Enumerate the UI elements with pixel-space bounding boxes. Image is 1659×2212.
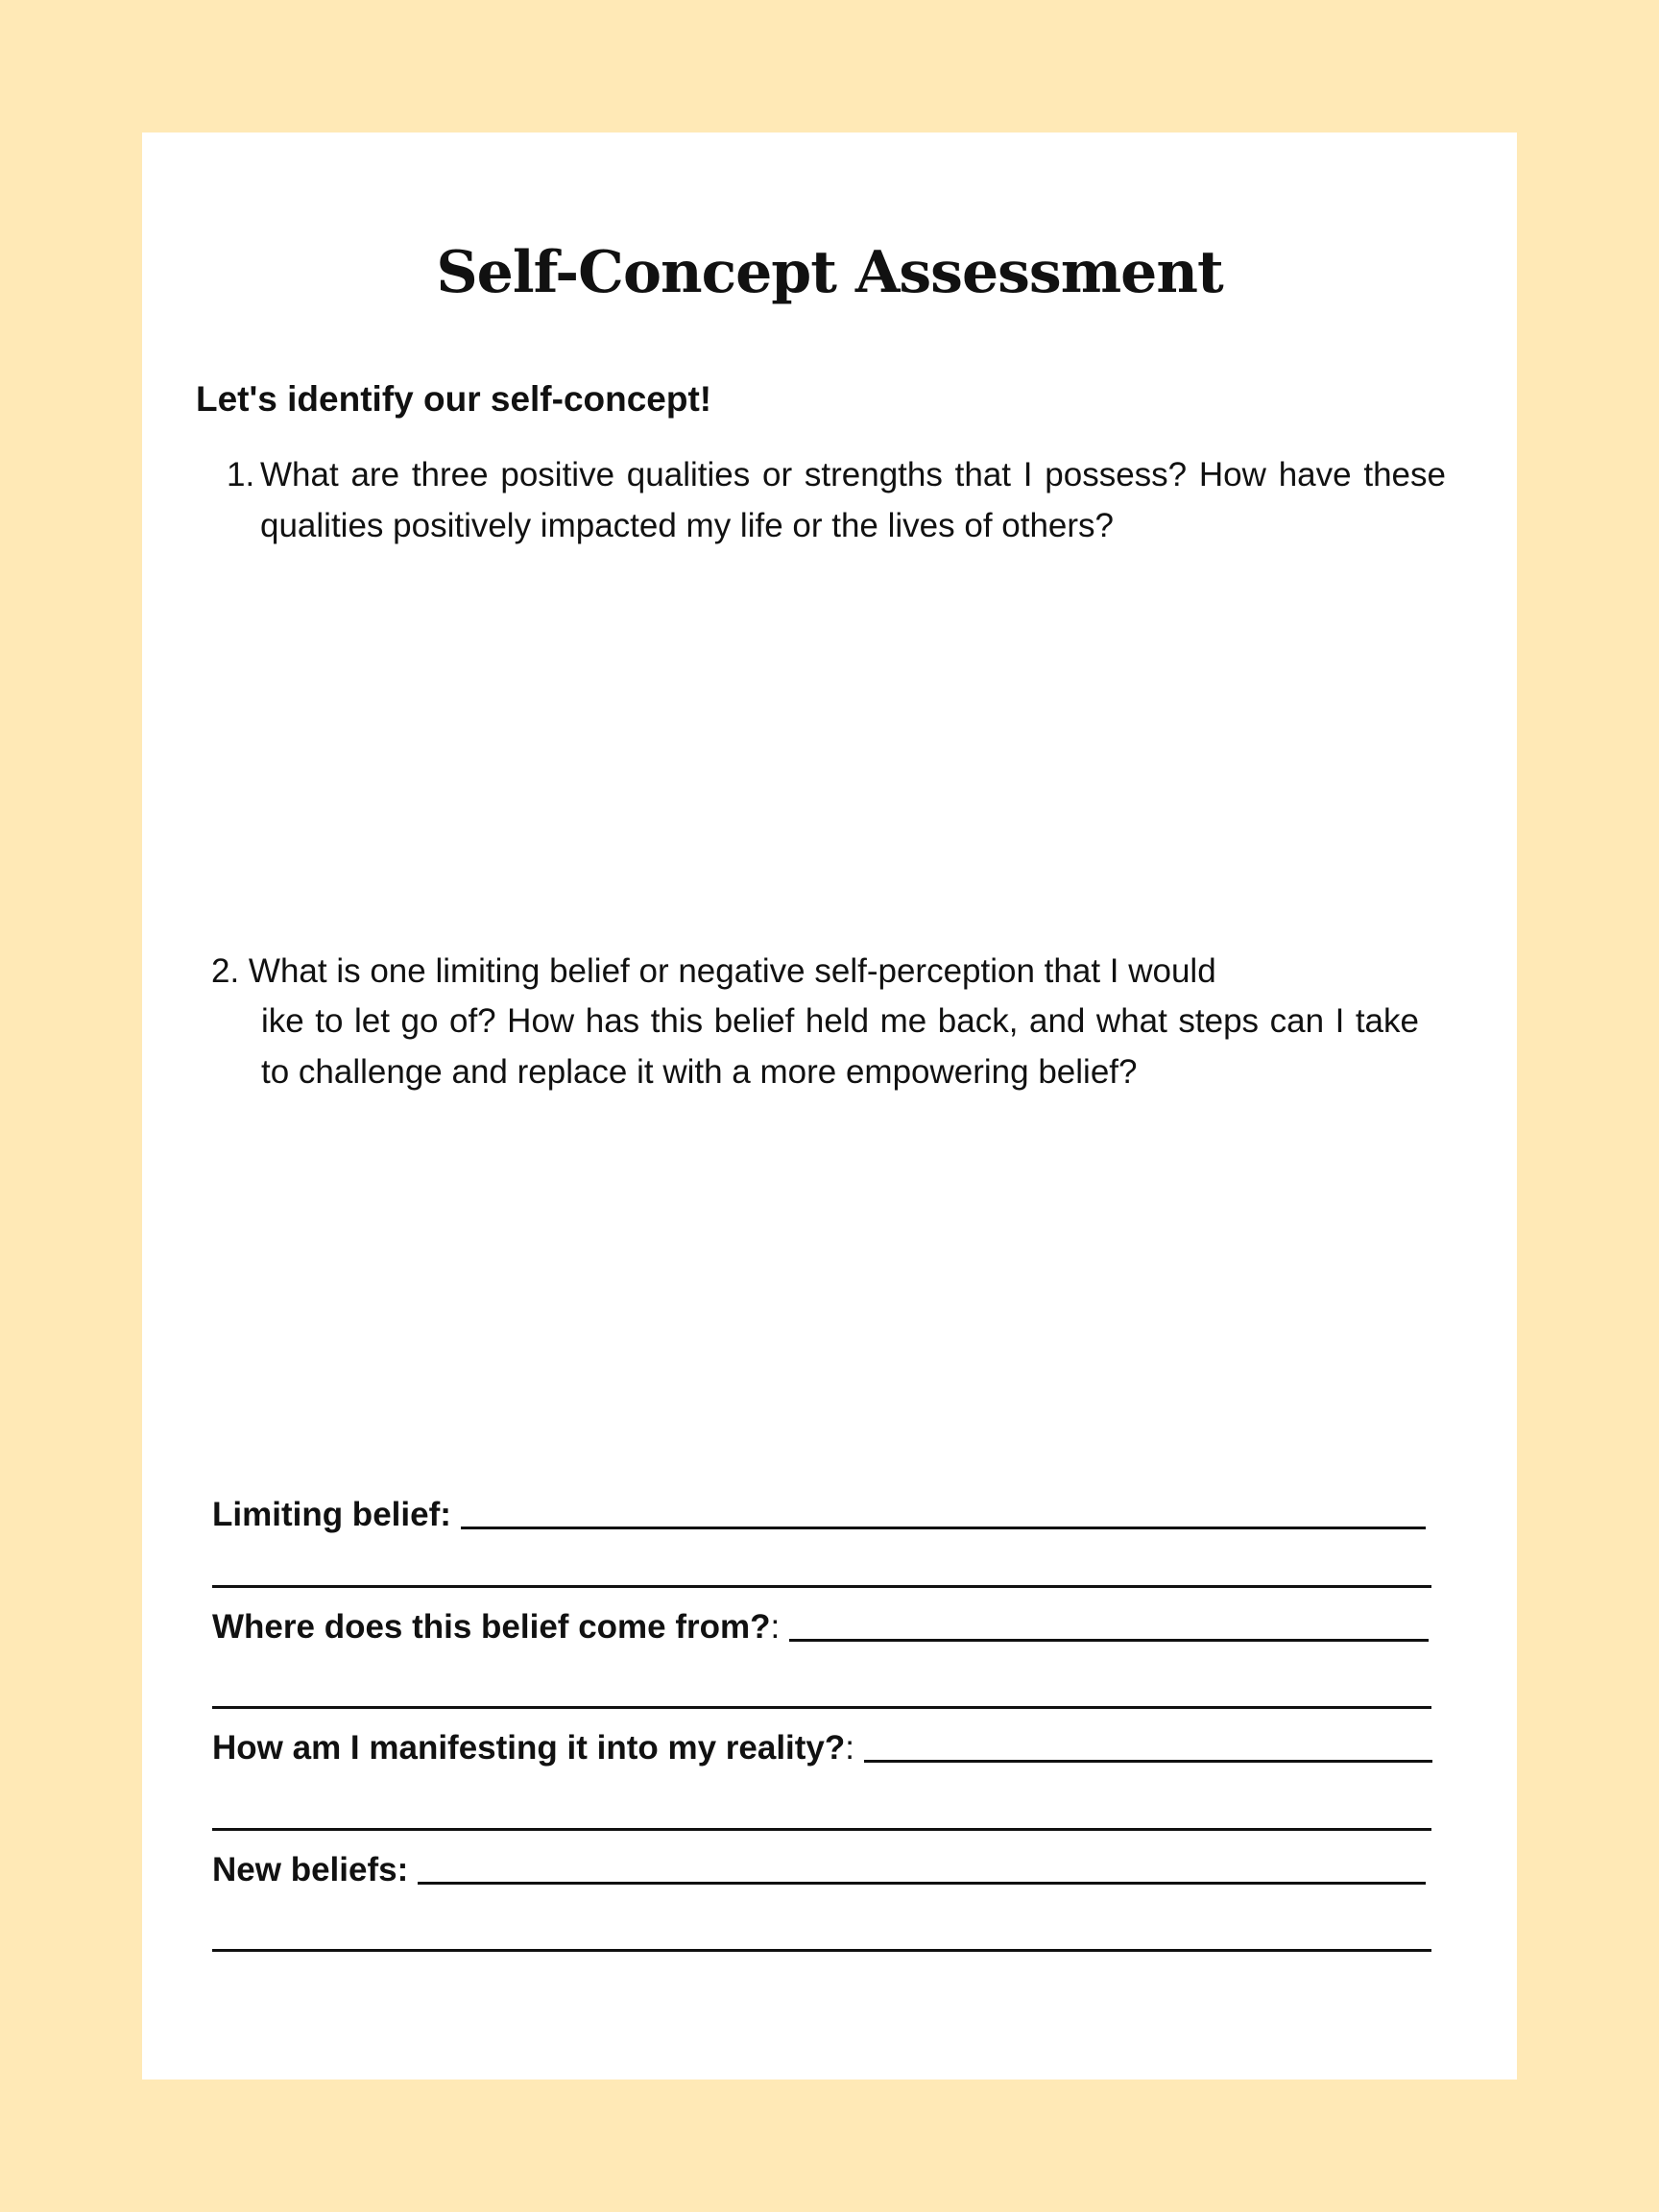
belief-origin-field[interactable] xyxy=(212,1607,1429,1647)
worksheet-page xyxy=(142,132,1517,2080)
belief-origin-blank-line[interactable] xyxy=(212,1706,1431,1709)
limiting-belief-line[interactable] xyxy=(461,1527,1426,1529)
new-beliefs-line[interactable] xyxy=(418,1882,1426,1885)
page-title: Self-Concept Assessment xyxy=(436,239,1223,306)
question-2-text: ike to let go of? How has this belief held me back, and what steps can I take to challenge and replace it with a more empowering belief? xyxy=(261,1002,1419,1091)
limiting-belief-label: Limiting belief: xyxy=(212,1496,451,1533)
question-2 xyxy=(211,948,1419,1097)
manifesting-field[interactable] xyxy=(212,1728,1432,1768)
manifesting-blank-line[interactable] xyxy=(212,1828,1431,1831)
manifesting-line[interactable] xyxy=(864,1760,1432,1763)
belief-origin-label: Where does this belief come from? xyxy=(212,1608,771,1646)
manifesting-label: How am I manifesting it into my reality? xyxy=(212,1729,846,1767)
question-2-first-line: 2. What is one limiting belief or negative self-perception that I would xyxy=(211,952,1216,990)
section-subtitle: Let's identify our self-concept! xyxy=(196,379,712,419)
question-1 xyxy=(227,449,1446,551)
new-beliefs-field[interactable] xyxy=(212,1850,1426,1890)
belief-origin-suffix: : xyxy=(770,1608,781,1646)
limiting-belief-blank-line[interactable] xyxy=(212,1585,1431,1588)
new-beliefs-label: New beliefs: xyxy=(212,1851,409,1888)
question-1-number: 1. xyxy=(227,456,255,493)
manifesting-suffix: : xyxy=(845,1729,855,1767)
question-1-text: What are three positive qualities or strengths that I possess? How have these qualities positively impacted my life or the lives of others? xyxy=(260,456,1446,544)
belief-origin-line[interactable] xyxy=(789,1639,1429,1642)
limiting-belief-field[interactable] xyxy=(212,1495,1426,1535)
new-beliefs-blank-line[interactable] xyxy=(212,1949,1431,1952)
